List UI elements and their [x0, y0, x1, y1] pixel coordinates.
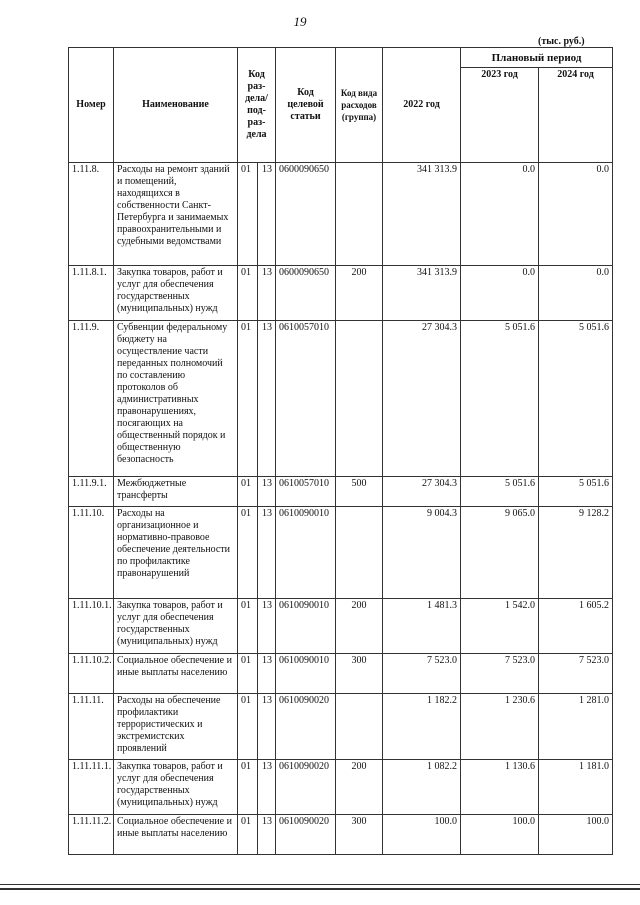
header-num: Номер [69, 48, 114, 163]
row-2022: 100.0 [383, 815, 461, 855]
row-razdel: 01 [238, 266, 258, 321]
row-2022: 1 481.3 [383, 599, 461, 654]
header-tsel: Код целевой статьи [276, 48, 336, 163]
row-razdel: 01 [238, 321, 258, 477]
row-num: 1.11.8.1. [69, 266, 114, 321]
row-vid: 300 [336, 815, 383, 855]
footer-rule-thick [0, 888, 640, 890]
row-razdel: 01 [238, 694, 258, 760]
row-2023: 5 051.6 [461, 477, 539, 507]
row-2022: 1 182.2 [383, 694, 461, 760]
table-row [69, 163, 613, 266]
row-num: 1.11.9.1. [69, 477, 114, 507]
row-vid: 500 [336, 477, 383, 507]
table-row [69, 654, 613, 694]
row-razdel: 01 [238, 760, 258, 815]
table-row [69, 321, 613, 477]
row-podrazdel: 13 [258, 163, 276, 266]
row-tsel: 0610057010 [276, 321, 336, 477]
row-name: Закупка товаров, работ и услуг для обеспечения государственных (муниципальных) нужд [114, 599, 238, 654]
header-razdel: Код раз-дела/ под-раз-дела [238, 48, 276, 163]
table-row [69, 760, 613, 815]
row-num: 1.11.11.1. [69, 760, 114, 815]
row-name: Субвенции федеральному бюджету на осуществление части переданных полномочий по составлению протоколов об административных правонарушениях, посягающих на общественный порядок и общественную безопасность [114, 321, 238, 477]
row-2023: 9 065.0 [461, 507, 539, 599]
header-name: Наименование [114, 48, 238, 163]
table-row [69, 266, 613, 321]
row-name: Социальное обеспечение и иные выплаты населению [114, 815, 238, 855]
row-name: Закупка товаров, работ и услуг для обеспечения государственных (муниципальных) нужд [114, 266, 238, 321]
table-row [69, 507, 613, 599]
row-tsel: 0610090020 [276, 815, 336, 855]
row-tsel: 0610090020 [276, 694, 336, 760]
row-name: Расходы на организационное и нормативно-правовое обеспечение деятельности по профилактике правонарушений [114, 507, 238, 599]
row-2024: 7 523.0 [539, 654, 613, 694]
row-podrazdel: 13 [258, 477, 276, 507]
row-razdel: 01 [238, 163, 258, 266]
row-num: 1.11.10.1. [69, 599, 114, 654]
row-vid [336, 694, 383, 760]
budget-table [68, 47, 613, 855]
page-number: 19 [293, 14, 307, 29]
row-podrazdel: 13 [258, 599, 276, 654]
row-num: 1.11.11.2. [69, 815, 114, 855]
row-tsel: 0610090010 [276, 599, 336, 654]
row-2024: 9 128.2 [539, 507, 613, 599]
table-row [69, 477, 613, 507]
header-plan: Плановый период [461, 48, 613, 68]
row-podrazdel: 13 [258, 815, 276, 855]
row-2024: 5 051.6 [539, 321, 613, 477]
row-2023: 1 230.6 [461, 694, 539, 760]
row-razdel: 01 [238, 654, 258, 694]
units-label: (тыс. руб.) [538, 36, 585, 47]
row-podrazdel: 13 [258, 760, 276, 815]
row-name: Расходы на обеспечение профилактики террористических и экстремистских проявлений [114, 694, 238, 760]
row-2023: 1 130.6 [461, 760, 539, 815]
row-2022: 1 082.2 [383, 760, 461, 815]
row-tsel: 0600090650 [276, 163, 336, 266]
header-2024: 2024 год [539, 68, 613, 163]
row-vid: 200 [336, 599, 383, 654]
header-vid: Код вида расходов (группа) [336, 48, 383, 163]
header-2022: 2022 год [383, 48, 461, 163]
row-2022: 27 304.3 [383, 321, 461, 477]
row-name: Межбюджетные трансферты [114, 477, 238, 507]
row-num: 1.11.10.2. [69, 654, 114, 694]
row-podrazdel: 13 [258, 266, 276, 321]
row-2022: 27 304.3 [383, 477, 461, 507]
row-2022: 9 004.3 [383, 507, 461, 599]
row-podrazdel: 13 [258, 507, 276, 599]
row-vid: 300 [336, 654, 383, 694]
row-2024: 0.0 [539, 266, 613, 321]
row-vid: 200 [336, 266, 383, 321]
row-razdel: 01 [238, 507, 258, 599]
row-tsel: 0610090010 [276, 507, 336, 599]
row-2022: 341 313.9 [383, 266, 461, 321]
row-2023: 7 523.0 [461, 654, 539, 694]
table-row [69, 815, 613, 855]
row-razdel: 01 [238, 477, 258, 507]
row-tsel: 0600090650 [276, 266, 336, 321]
row-2023: 5 051.6 [461, 321, 539, 477]
row-name: Закупка товаров, работ и услуг для обеспечения государственных (муниципальных) нужд [114, 760, 238, 815]
row-2024: 5 051.6 [539, 477, 613, 507]
row-2024: 0.0 [539, 163, 613, 266]
row-name: Расходы на ремонт зданий и помещений, находящихся в собственности Санкт-Петербурга и занимаемых правоохранительными и судебными ведомствами [114, 163, 238, 266]
row-2023: 0.0 [461, 163, 539, 266]
row-vid [336, 507, 383, 599]
table-row [69, 694, 613, 760]
row-2024: 100.0 [539, 815, 613, 855]
row-2024: 1 181.0 [539, 760, 613, 815]
row-2023: 100.0 [461, 815, 539, 855]
row-name: Социальное обеспечение и иные выплаты населению [114, 654, 238, 694]
row-num: 1.11.9. [69, 321, 114, 477]
row-2023: 1 542.0 [461, 599, 539, 654]
row-tsel: 0610057010 [276, 477, 336, 507]
footer-rule [0, 884, 640, 885]
row-podrazdel: 13 [258, 321, 276, 477]
row-2024: 1 281.0 [539, 694, 613, 760]
table-row [69, 599, 613, 654]
row-vid [336, 163, 383, 266]
row-vid: 200 [336, 760, 383, 815]
row-2023: 0.0 [461, 266, 539, 321]
row-tsel: 0610090020 [276, 760, 336, 815]
row-2022: 7 523.0 [383, 654, 461, 694]
row-vid [336, 321, 383, 477]
header-2023: 2023 год [461, 68, 539, 163]
row-2022: 341 313.9 [383, 163, 461, 266]
row-tsel: 0610090010 [276, 654, 336, 694]
row-2024: 1 605.2 [539, 599, 613, 654]
row-podrazdel: 13 [258, 694, 276, 760]
row-podrazdel: 13 [258, 654, 276, 694]
row-num: 1.11.11. [69, 694, 114, 760]
row-num: 1.11.8. [69, 163, 114, 266]
row-razdel: 01 [238, 599, 258, 654]
row-razdel: 01 [238, 815, 258, 855]
row-num: 1.11.10. [69, 507, 114, 599]
